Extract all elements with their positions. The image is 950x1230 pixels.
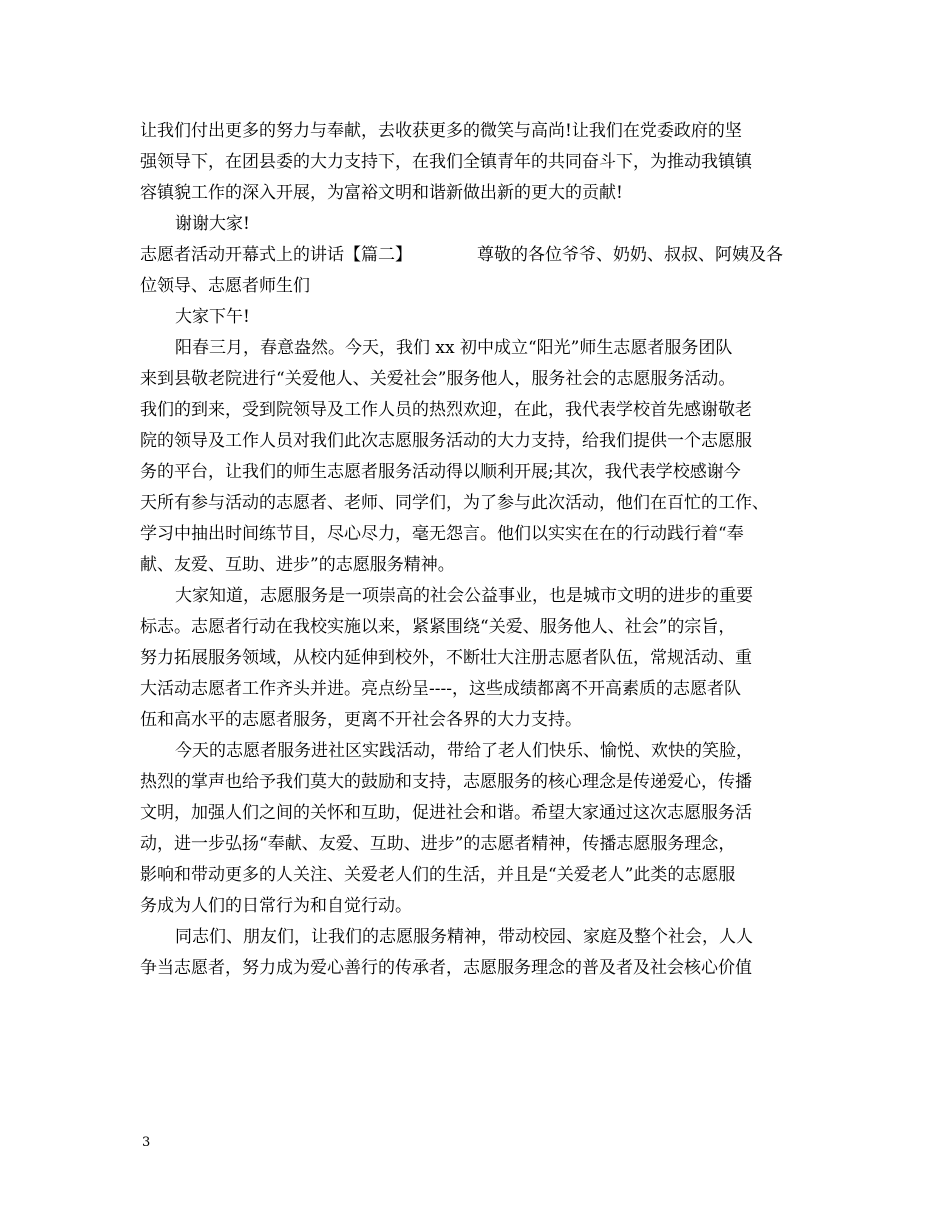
text-line: 院的领导及工作人员对我们此次志愿服务活动的大力支持，给我们提供一个志愿服 <box>140 431 752 451</box>
text-line: 努力拓展服务领域，从校内延伸到校外，不断壮大注册志愿者队伍，常规活动、重 <box>140 648 752 668</box>
text-line: 容镇貌工作的深入开展，为富裕文明和谐新做出新的更大的贡献! <box>140 183 623 203</box>
text-line: 献、友爱、互助、进步”的志愿服务精神。 <box>140 555 455 575</box>
text-line: 热烈的掌声也给予我们莫大的鼓励和支持，志愿服务的核心理念是传递爱心，传播 <box>140 772 752 792</box>
salutation-start: 尊敬的各位爷爷、奶奶、叔叔、阿姨及各 <box>477 245 783 265</box>
text-line: 文明，加强人们之间的关怀和互助，促进社会和谐。希望大家通过这次志愿服务活 <box>140 803 752 823</box>
text-line: 动，进一步弘扬“奉献、友爱、互助、进步”的志愿者精神，传播志愿服务理念， <box>140 834 736 854</box>
text-line: 争当志愿者，努力成为爱心善行的传承者，志愿服务理念的普及者及社会核心价值 <box>140 958 752 978</box>
text-line: 今天的志愿者服务进社区实践活动，带给了老人们快乐、愉悦、欢快的笑脸， <box>175 741 753 761</box>
text-line: 伍和高水平的志愿者服务，更离不开社会各界的大力支持。 <box>140 710 582 730</box>
document-body <box>140 116 812 984</box>
text-line: 让我们付出更多的努力与奉献，去收获更多的微笑与高尚!让我们在党委政府的坚 <box>140 121 742 141</box>
text-line: 学习中抽出时间练节目，尽心尽力，毫无怨言。他们以实实在在的行动践行着“奉 <box>140 524 744 544</box>
text-line: 大家下午! <box>175 307 250 327</box>
text-line: 我们的到来，受到院领导及工作人员的热烈欢迎，在此，我代表学校首先感谢敬老 <box>140 400 752 420</box>
text-line: 务成为人们的日常行为和自觉行动。 <box>140 896 412 916</box>
text-line: 天所有参与活动的志愿者、老师、同学们，为了参与此次活动，他们在百忙的工作、 <box>140 493 769 513</box>
section-heading-title: 志愿者活动开幕式上的讲话【篇二】 <box>140 245 412 265</box>
text-line: 大家知道，志愿服务是一项崇高的社会公益事业，也是城市文明的进步的重要 <box>175 586 753 606</box>
text-line: 谢谢大家! <box>175 214 250 234</box>
text-line: 大活动志愿者工作齐头并进。亮点纷呈----，这些成绩都离不开高素质的志愿者队 <box>140 679 741 699</box>
text-line: 同志们、朋友们，让我们的志愿服务精神，带动校园、家庭及整个社会，人人 <box>175 927 753 947</box>
text-line: 标志。志愿者行动在我校实施以来，紧紧围绕“关爱、服务他人、社会”的宗旨， <box>140 617 736 637</box>
text-line: 来到县敬老院进行“关爱他人、关爱社会”服务他人，服务社会的志愿服务活动。 <box>140 369 736 389</box>
section-heading-row <box>140 240 812 271</box>
text-line: 强领导下，在团县委的大力支持下，在我们全镇青年的共同奋斗下，为推动我镇镇 <box>140 152 752 172</box>
text-line: 位领导、志愿者师生们 <box>140 276 310 296</box>
text-line: 务的平台，让我们的师生志愿者服务活动得以顺利开展;其次，我代表学校感谢今 <box>140 462 741 482</box>
page-number: 3 <box>142 1135 151 1150</box>
text-line: 阳春三月，春意盎然。今天，我们 xx 初中成立“阳光”师生志愿者服务团队 <box>175 338 733 358</box>
text-line: 影响和带动更多的人关注、关爱老人们的生活，并且是“关爱老人”此类的志愿服 <box>140 865 736 885</box>
